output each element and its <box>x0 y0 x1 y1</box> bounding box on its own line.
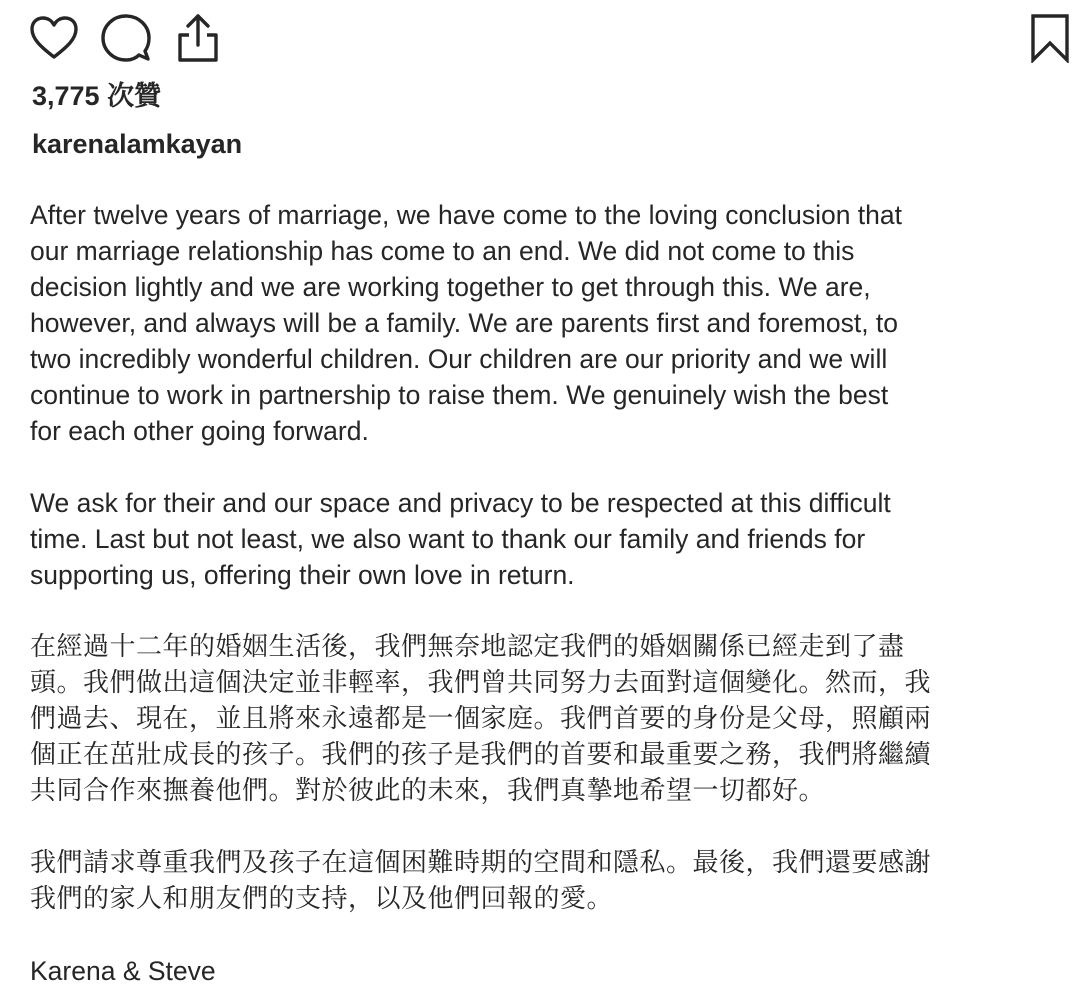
comment-button[interactable] <box>98 10 154 66</box>
bookmark-icon <box>1030 13 1070 63</box>
share-button[interactable] <box>170 10 226 66</box>
comment-bubble-icon <box>101 13 151 63</box>
save-bookmark-button[interactable] <box>1022 10 1078 66</box>
share-upload-icon <box>173 13 223 63</box>
post-caption <box>30 197 1064 989</box>
caption-paragraph-chinese-1: 在經過十二年的婚姻生活後，我們無奈地認定我們的婚姻關係已經走到了盡 頭。我們做出這個決定並非輕率，我們曾共同努力去面對這個變化。然而，我 們過去、現在，並且將來永遠都是一個家庭。我們首要的身份是父母，照顧兩 個正在茁壯成長的孩子。我們的孩子是我們的首要和最重要之務，我們將繼續 共同合作來撫養他們。對於彼此的未來，我們真摯地希望一切都好。 <box>30 632 932 806</box>
caption-paragraph-english-2: We ask for their and our space and privacy to be respected at this difficult time. Last but not least, we also want to thank our family and friends for supporting us, offering their own love in return. <box>30 488 891 590</box>
heart-icon <box>29 15 79 61</box>
caption-paragraph-chinese-2: 我們請求尊重我們及孩子在這個困難時期的空間和隱私。最後，我們還要感謝 我們的家人和朋友們的支持，以及他們回報的愛。 <box>30 848 932 914</box>
caption-paragraph-english-1: After twelve years of marriage, we have come to the loving conclusion that our marriage relationship has come to an end. We did not come to this decision lightly and we are working together to get through this. We are, however, and always will be a family. We are parents first and foremost, to two incredibly wonderful children. Our children are our priority and we will continue to work in partnership to raise them. We genuinely wish the best for each other going forward. <box>30 200 902 446</box>
post-author-username[interactable]: karenalamkayan <box>32 129 243 159</box>
like-button[interactable] <box>26 10 82 66</box>
caption-signature: Karena & Steve <box>30 956 216 986</box>
likes-count[interactable]: 3,775 次贊 <box>32 81 162 111</box>
post-action-bar <box>0 0 1080 76</box>
